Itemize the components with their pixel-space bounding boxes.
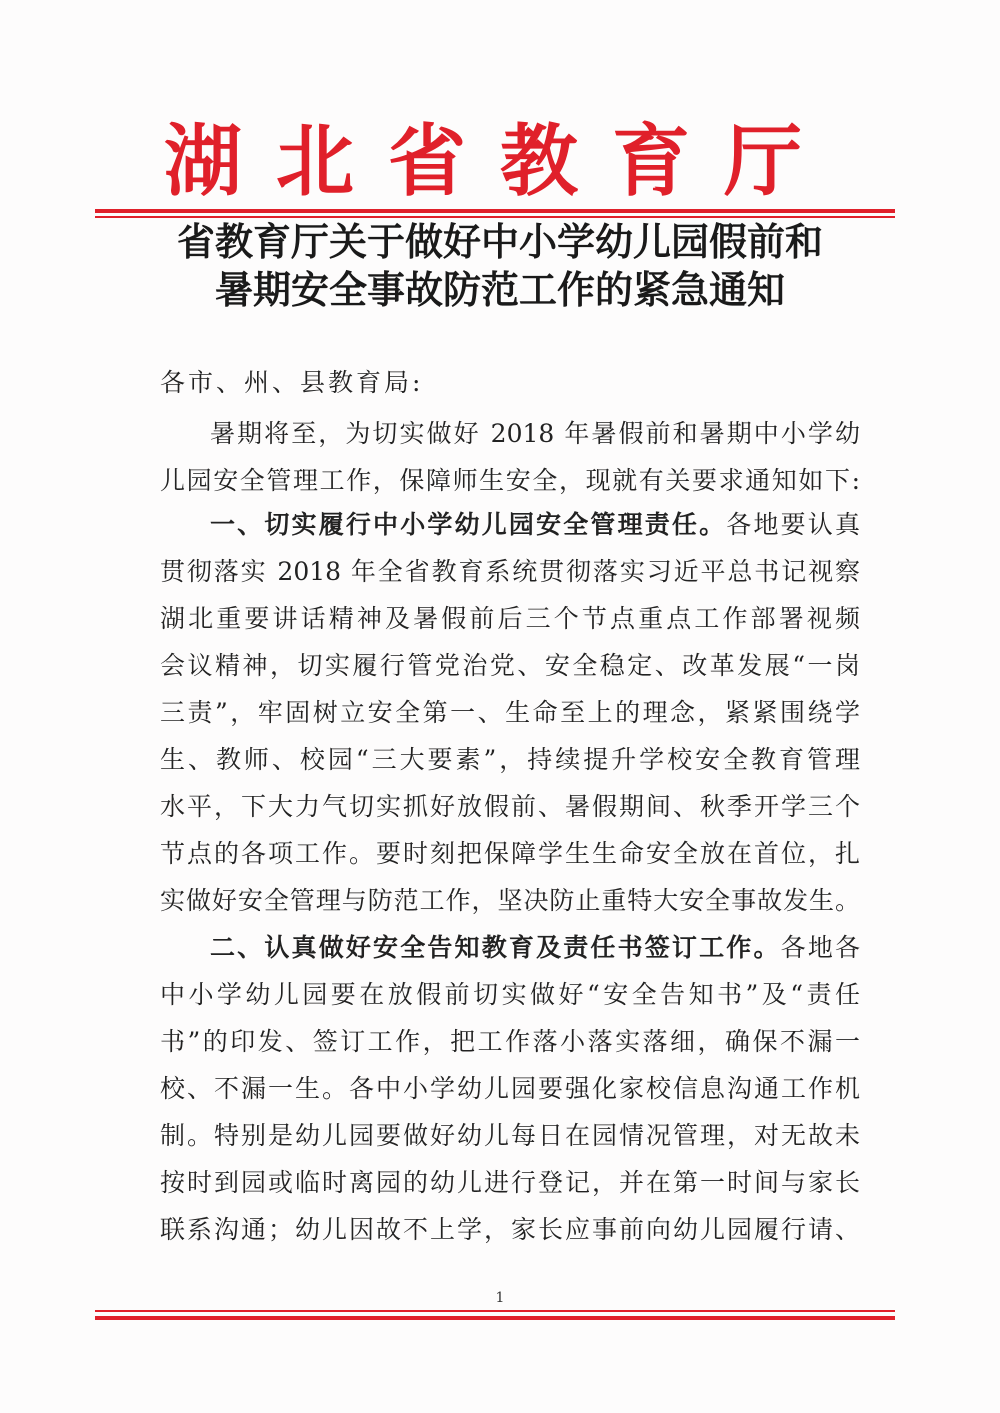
section-2-heading: 二、认真做好安全告知教育及责任书签订工作。 bbox=[210, 933, 781, 962]
body-line: 贯彻落实 2018 年全省教育系统贯彻落实习近平总书记视察 bbox=[160, 557, 860, 586]
document-title-line-1: 省教育厅关于做好中小学幼儿园假前和 bbox=[176, 220, 823, 264]
masthead-rule-top bbox=[95, 209, 895, 213]
salutation: 各市、州、县教育局: bbox=[160, 368, 424, 397]
page-number: 1 bbox=[495, 1290, 505, 1306]
body-line: 生、教师、校园“三大要素”，持续提升学校安全教育管理 bbox=[160, 745, 860, 774]
body-line: 节点的各项工作。要时刻把保障学生生命安全放在首位，扎 bbox=[160, 839, 860, 868]
body-line: 实做好安全管理与防范工作，坚决防止重特大安全事故发生。 bbox=[160, 886, 860, 915]
section-2-lead: 各地各 bbox=[780, 933, 860, 962]
body-line: 中小学幼儿园要在放假前切实做好“安全告知书”及“责任 bbox=[160, 980, 860, 1009]
body-line: 暑期将至，为切实做好 2018 年暑假前和暑期中小学幼 bbox=[210, 419, 860, 448]
footer-rule-top bbox=[95, 1310, 895, 1312]
body-line: 校、不漏一生。各中小学幼儿园要强化家校信息沟通工作机 bbox=[160, 1074, 860, 1103]
body-line: 制。特别是幼儿园要做好幼儿每日在园情况管理，对无故未 bbox=[160, 1121, 860, 1150]
footer-rule-bottom bbox=[95, 1316, 895, 1320]
body-line: 湖北重要讲话精神及暑假前后三个节点重点工作部署视频 bbox=[160, 604, 860, 633]
body-line: 书”的印发、签订工作，把工作落小落实落细，确保不漏一 bbox=[160, 1027, 860, 1056]
section-1-heading: 一、切实履行中小学幼儿园安全管理责任。 bbox=[210, 510, 727, 539]
body-line: 会议精神，切实履行管党治党、安全稳定、改革发展“一岗 bbox=[160, 651, 860, 680]
body-line: 水平，下大力气切实抓好放假前、暑假期间、秋季开学三个 bbox=[160, 792, 860, 821]
body-line: 按时到园或临时离园的幼儿进行登记，并在第一时间与家长 bbox=[160, 1168, 860, 1197]
issuer-masthead: 湖北省教育厅 bbox=[163, 116, 836, 207]
document-title-line-2: 暑期安全事故防范工作的紧急通知 bbox=[214, 268, 785, 312]
section-1-line bbox=[210, 508, 860, 542]
body-line: 三责”，牢固树立安全第一、生命至上的理念，紧紧围绕学 bbox=[160, 698, 860, 727]
body-line: 联系沟通；幼儿因故不上学，家长应事前向幼儿园履行请、 bbox=[160, 1215, 860, 1244]
section-2-line bbox=[210, 931, 860, 965]
body-line: 儿园安全管理工作，保障师生安全，现就有关要求通知如下: bbox=[160, 466, 860, 495]
section-1-lead: 各地要认真 bbox=[726, 510, 860, 539]
